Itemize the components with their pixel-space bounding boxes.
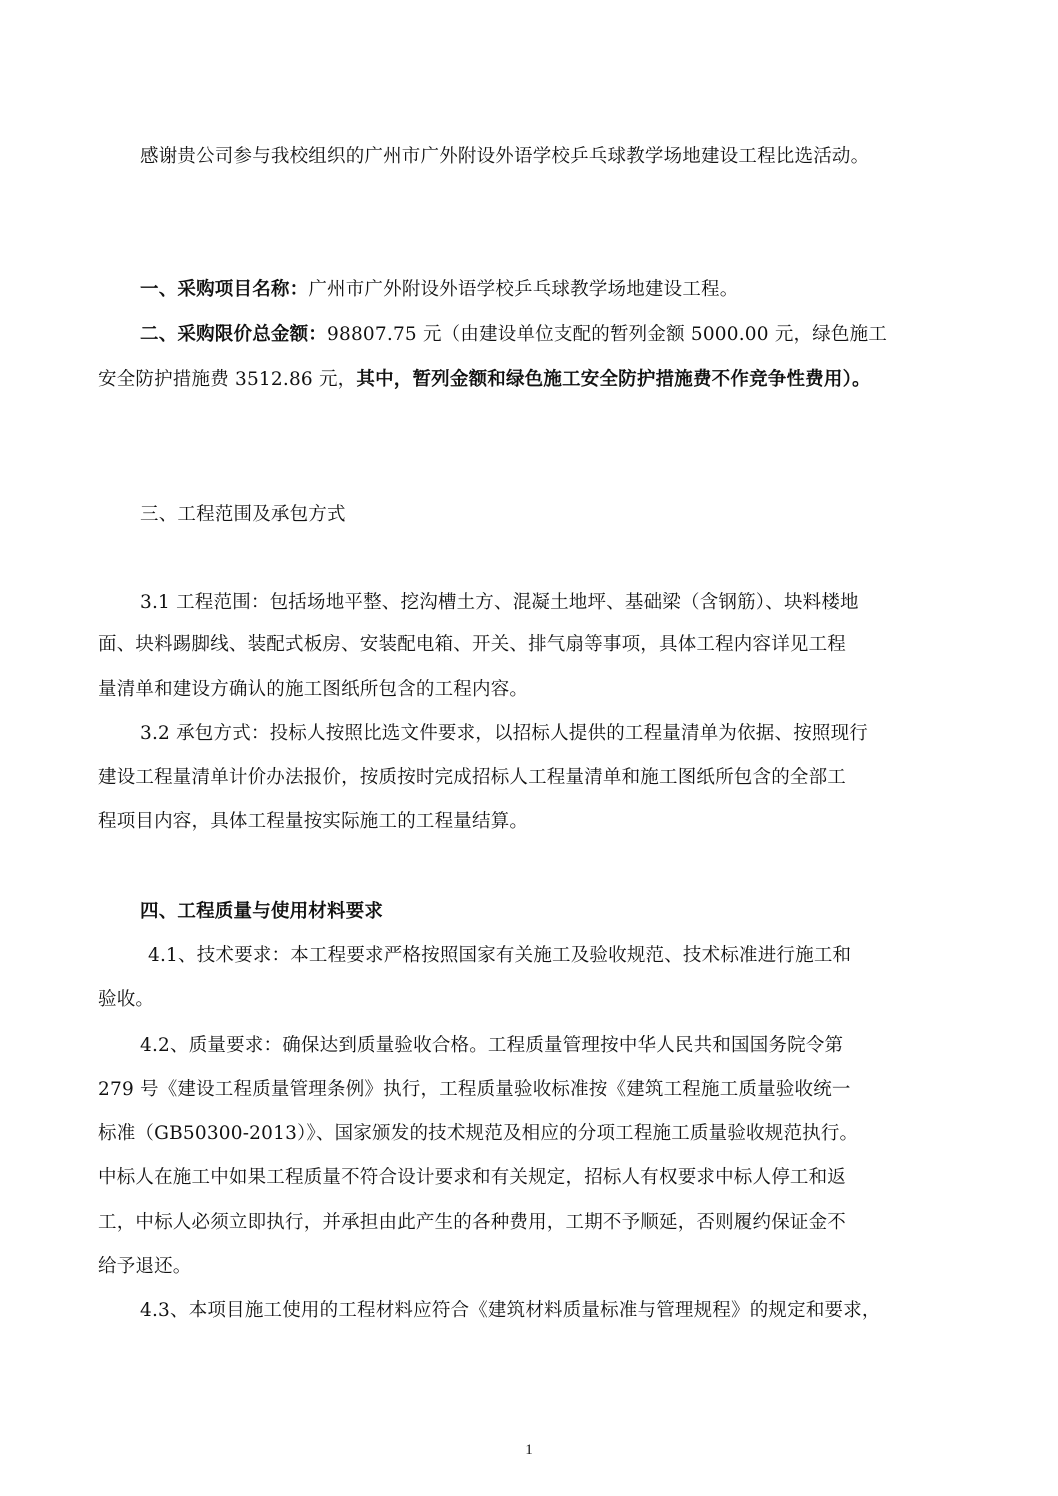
section2-line1 bbox=[140, 323, 887, 347]
page-number: 1 bbox=[525, 1442, 533, 1458]
p41-line2: 验收。 bbox=[98, 989, 155, 1010]
p42-line2: 279 号《建设工程质量管理条例》执行，工程质量验收标准按《建筑工程施工质量验收统一 bbox=[98, 1079, 851, 1100]
p42-line1: 4.2、质量要求：确保达到质量验收合格。工程质量管理按中华人民共和国国务院令第 bbox=[140, 1035, 844, 1056]
section2-line2-bold: 其中，暂列金额和绿色施工安全防护措施费不作竞争性费用）。 bbox=[356, 369, 871, 390]
p42-line3: 标准（GB50300-2013）》、国家颁发的技术规范及相应的分项工程施工质量验收规范执行。 bbox=[98, 1123, 859, 1144]
section1-text: 广州市广外附设外语学校乒乓球教学场地建设工程。 bbox=[308, 279, 739, 300]
section2-line2-text: 安全防护措施费 3512.86 元， bbox=[98, 369, 357, 390]
section2-line1-text: 98807.75 元（由建设单位支配的暂列金额 5000.00 元，绿色施工 bbox=[327, 324, 888, 345]
p41-line1: 4.1、技术要求：本工程要求严格按照国家有关施工及验收规范、技术标准进行施工和 bbox=[148, 945, 852, 966]
p32-line1: 3.2 承包方式：投标人按照比选文件要求，以招标人提供的工程量清单为依据、按照现行 bbox=[140, 723, 869, 744]
p42-line4: 中标人在施工中如果工程质量不符合设计要求和有关规定，招标人有权要求中标人停工和返 bbox=[98, 1167, 847, 1188]
intro-paragraph: 感谢贵公司参与我校组织的广州市广外附设外语学校乒乓球教学场地建设工程比选活动。 bbox=[140, 146, 870, 167]
p42-line5: 工，中标人必须立即执行，并承担由此产生的各种费用，工期不予顺延，否则履约保证金不 bbox=[98, 1212, 847, 1233]
p42-line6: 给予退还。 bbox=[98, 1256, 192, 1277]
p32-line2: 建设工程量清单计价办法报价，按质按时完成招标人工程量清单和施工图纸所包含的全部工 bbox=[98, 767, 847, 788]
section3-heading: 三、工程范围及承包方式 bbox=[140, 504, 346, 525]
p43-line1: 4.3、本项目施工使用的工程材料应符合《建筑材料质量标准与管理规程》的规定和要求， bbox=[140, 1300, 881, 1321]
p32-line3: 程项目内容，具体工程量按实际施工的工程量结算。 bbox=[98, 811, 529, 832]
section1-line bbox=[140, 278, 738, 302]
p31-line2: 面、块料踢脚线、装配式板房、安装配电箱、开关、排气扇等事项，具体工程内容详见工程 bbox=[98, 634, 847, 655]
section1-label: 一、采购项目名称： bbox=[140, 279, 309, 300]
section2-label: 二、采购限价总金额： bbox=[140, 324, 328, 345]
section2-line2 bbox=[98, 368, 871, 392]
p31-line3: 量清单和建设方确认的施工图纸所包含的工程内容。 bbox=[98, 679, 529, 700]
section4-heading: 四、工程质量与使用材料要求 bbox=[140, 901, 384, 922]
p31-line1: 3.1 工程范围：包括场地平整、挖沟槽土方、混凝土地坪、基础梁（含钢筋）、块料楼地 bbox=[140, 592, 859, 613]
